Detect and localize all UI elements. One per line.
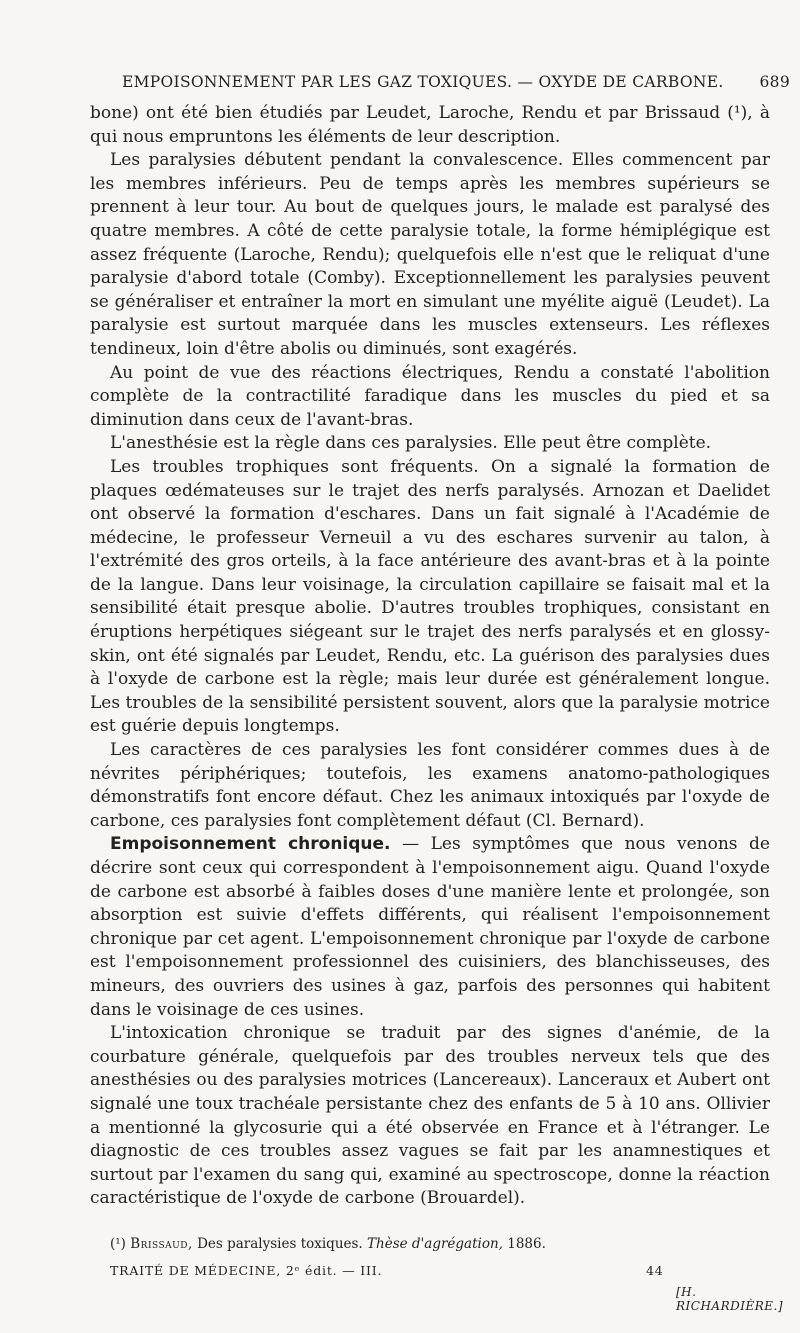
footnote-author: Brissaud, — [130, 1236, 193, 1252]
paragraph: L'intoxication chronique se traduit par des signes d'anémie, de la courbature générale, quelquefois par des troubles nerveux tels que des anesthésies ou des paralysies motrices (Lancereaux). Lanceraux et Aubert ont signalé une toux trachéale persistante chez des enfants de 5 à 10 ans. Ollivier a mentionné la glycosurie qui a été observée en France et à l'étranger. Le diagnostic de ces troubles assez vagues se fait par les anamnestiques et surtout par l'examen du sang qui, examiné au spectroscope, donne la réaction caractéristique de l'oxyde de carbone (Brouardel). — [90, 1023, 770, 1209]
section-text: — Les symptômes que nous venons de décrire sont ceux qui correspondent à l'empoisonnement aigu. Quand l'oxyde de carbone est absorbé à faibles doses d'une manière lente et prolongée, son absorption est suivie d'effets différents, qui réalisent l'empoisonnement chronique par cet agent. L'empoisonnement chronique par l'oxyde de carbone est l'empoisonnement professionnel des cuisiniers, des blanchisseuses, des mineurs, des ouvriers des usines à gaz, parfois des personnes qui habitent dans le voisinage de ces usines. — [90, 834, 770, 1020]
paragraph: Au point de vue des réactions électriques, Rendu a constaté l'abolition complète de la contractilité faradique dans les muscles du pied et sa diminution dans ceux de l'avant-bras. — [90, 362, 770, 430]
section-paragraph — [90, 833, 770, 1022]
footnote-text: Des paralysies toxiques. — [192, 1236, 368, 1252]
paragraph: bone) ont été bien étudiés par Leudet, Laroche, Rendu et par Brissaud (¹), à qui nous empruntons les éléments de leur description. — [90, 103, 770, 147]
paragraph: Les caractères de ces paralysies les font considérer commes dues à de névrites périphériques; toutefois, les examens anatomo-pathologiques démonstratifs font encore défaut. Chez les animaux intoxiqués par l'oxyde de carbone, ces paralysies font complètement défaut (Cl. Bernard). — [90, 740, 770, 831]
author-credit: [H. RICHARDIÈRE.] — [676, 1285, 784, 1313]
paragraph: Les troubles trophiques sont fréquents. On a signalé la formation de plaques œdémateuses sur le trajet des nerfs paralysés. Arnozan et Daelidet ont observé la formation d'eschares. Dans un fait signalé à l'Académie de médecine, le professeur Verneuil a vu des eschares survenir au talon, à l'extrémité des gros orteils, à la face antérieure des avant-bras et à la pointe de la langue. Dans leur voisinage, la circulation capillaire se faisait mal et la sensibilité était presque abolie. D'autres troubles trophiques, consistant en éruptions herpétiques siégeant sur le trajet des nerfs paralysés et en glossy-skin, ont été signalés par Leudet, Rendu, etc. La guérison des paralysies dues à l'oxyde de carbone est la règle; mais leur durée est généralement longue. Les troubles de la sensibilité persistent souvent, alors que la paralysie motrice est guérie depuis longtemps. — [90, 456, 770, 737]
body-text — [90, 102, 770, 1211]
header-title: EMPOISONNEMENT PAR LES GAZ TOXIQUES. — OXYDE DE CARBONE. — [122, 73, 724, 91]
paragraph: L'anesthésie est la règle dans ces paralysies. Elle peut être complète. — [110, 433, 712, 454]
signature-title: TRAITÉ DE MÉDECINE, 2ᵉ édit. — III. — [110, 1263, 383, 1278]
section-heading: Empoisonnement chronique. — [110, 834, 391, 855]
footnote-work: Thèse d'agrégation, — [367, 1236, 503, 1252]
footnote-marker: (¹) — [110, 1236, 126, 1252]
signature-number: 44 — [646, 1263, 664, 1278]
paragraph: Les paralysies débutent pendant la convalescence. Elles commencent par les membres inférieurs. Peu de temps après les membres supérieurs se prennent à leur tour. Au bout de quelques jours, le malade est paralysé des quatre membres. A côté de cette paralysie totale, la forme hémiplégique est assez fréquente (Laroche, Rendu); quelquefois elle n'est que le reliquat d'une paralysie d'abord totale (Comby). Exceptionnellement les paralysies peuvent se généraliser et entraîner la mort en simulant une myélite aiguë (Leudet). La paralysie est surtout marquée dans les muscles extenseurs. Les réflexes tendineux, loin d'être abolis ou diminués, sont exagérés. — [90, 150, 770, 359]
page-number: 689 — [759, 73, 790, 91]
footnote-year: 1886. — [502, 1236, 546, 1252]
footnote — [90, 1236, 770, 1252]
